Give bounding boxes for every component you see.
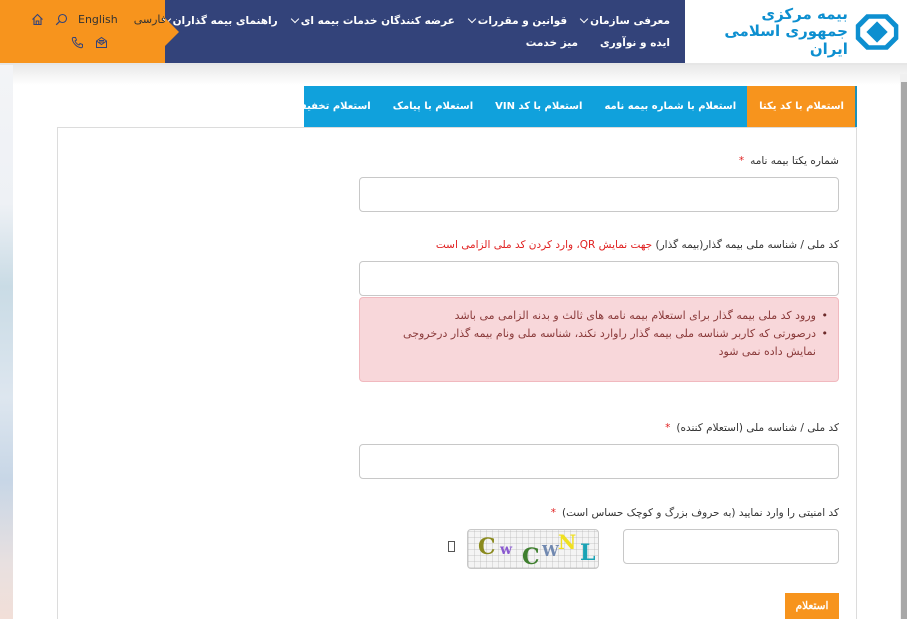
label-text: شماره یکتا بیمه نامه bbox=[750, 155, 839, 167]
page-scrollbar[interactable] bbox=[900, 74, 907, 619]
nav-label: راهنمای بیمه گذاران bbox=[172, 15, 278, 27]
captcha-char: C bbox=[478, 534, 496, 560]
chevron-down-icon bbox=[468, 15, 476, 23]
alert-item: • درصورتی که کاربر شناسه ملی بیمه گذار راوارد نکند، شناسه ملی ونام بیمه گذار درخروجی نمایش داده نمی شود bbox=[372, 325, 828, 361]
tab-policy-number[interactable]: استعلام با شماره بیمه نامه bbox=[604, 101, 737, 112]
nav-item-service-desk[interactable]: میز خدمت bbox=[525, 37, 579, 49]
label-text: کد امنیتی را وارد نمایید (به حروف بزرگ و کوچک حساس است) bbox=[562, 507, 839, 519]
captcha-char: L bbox=[580, 540, 596, 566]
required-mark: * bbox=[665, 422, 671, 434]
chevron-down-icon bbox=[580, 15, 588, 23]
unique-code-label bbox=[739, 155, 839, 167]
phone-icon[interactable] bbox=[70, 35, 84, 49]
insurer-national-id-label bbox=[436, 239, 839, 251]
background-image-strip bbox=[0, 65, 13, 619]
nav-item-about[interactable] bbox=[581, 15, 670, 27]
nav-label: معرفی سازمان bbox=[590, 15, 670, 27]
scrollbar-thumb[interactable] bbox=[901, 82, 907, 619]
nav-row-2 bbox=[240, 32, 670, 54]
captcha-char: W bbox=[542, 542, 559, 560]
logo-mark-icon bbox=[854, 8, 900, 56]
captcha-image bbox=[467, 529, 599, 569]
nav-item-innovation[interactable]: ایده و نوآوری bbox=[600, 37, 670, 49]
tab-unique-code[interactable]: استعلام با کد یکتا bbox=[747, 86, 856, 127]
captcha-char: C bbox=[522, 544, 540, 569]
lang-english-link[interactable]: English bbox=[78, 12, 118, 26]
tab-vin-code[interactable]: استعلام با کد VIN bbox=[495, 101, 583, 112]
inquiry-tabs bbox=[260, 86, 856, 127]
nav-label: قوانین و مقررات bbox=[477, 15, 568, 27]
captcha-label bbox=[551, 507, 839, 519]
captcha-char: N bbox=[558, 530, 577, 554]
required-mark: * bbox=[550, 507, 556, 519]
logo-text bbox=[700, 6, 848, 58]
site-header bbox=[0, 0, 907, 64]
tab-edge bbox=[855, 86, 857, 127]
topbar-links bbox=[30, 12, 166, 26]
required-mark: * bbox=[738, 155, 745, 167]
search-icon[interactable] bbox=[54, 12, 68, 26]
mail-icon[interactable] bbox=[94, 35, 108, 49]
info-alert bbox=[359, 297, 839, 382]
main-nav bbox=[172, 10, 670, 54]
nav-label: عرضه کنندگان خدمات بیمه ای bbox=[300, 15, 455, 27]
inquirer-national-id-label bbox=[665, 422, 839, 434]
label-text: کد ملی / شناسه ملی بیمه گذار(بیمه گذار) bbox=[655, 239, 839, 251]
qr-note: جهت نمایش QR، وارد کردن کد ملی الزامی است bbox=[435, 239, 653, 251]
content-shadow bbox=[0, 65, 907, 85]
captcha-char: w bbox=[500, 542, 513, 558]
nav-row-1 bbox=[172, 10, 670, 32]
topbar-arrow bbox=[165, 18, 179, 46]
topbar-orange bbox=[0, 0, 165, 64]
label-text: کد ملی / شناسه ملی (استعلام کننده) bbox=[676, 422, 839, 434]
alert-item: • ورود کد ملی بیمه گذار برای استعلام بیمه نامه های ثالث و بدنه الزامی می باشد bbox=[372, 307, 828, 325]
captcha-input[interactable] bbox=[623, 529, 839, 564]
submit-inquiry-button[interactable]: استعلام bbox=[785, 593, 839, 619]
nav-item-laws[interactable] bbox=[469, 15, 567, 27]
nav-item-providers[interactable] bbox=[292, 15, 455, 27]
lang-farsi-link[interactable]: فارسی bbox=[133, 12, 167, 26]
logo-line-2: جمهوری اسلامی ایران bbox=[724, 22, 848, 58]
unique-code-input[interactable] bbox=[359, 177, 839, 212]
insurer-national-id-input[interactable] bbox=[359, 261, 839, 296]
captcha-refresh-icon[interactable] bbox=[448, 541, 455, 552]
site-logo[interactable] bbox=[700, 5, 900, 58]
home-icon[interactable] bbox=[30, 12, 44, 26]
tab-sms[interactable]: استعلام با پیامک bbox=[392, 101, 474, 112]
logo-line-1: بیمه مرکزی bbox=[761, 5, 848, 24]
chevron-down-icon bbox=[290, 15, 298, 23]
inquirer-national-id-input[interactable] bbox=[359, 444, 839, 479]
topbar-contact bbox=[70, 35, 108, 49]
tab-third-party-discounts[interactable]: استعلام تخفیفات ثالث bbox=[260, 101, 371, 112]
nav-item-guide[interactable] bbox=[164, 15, 278, 27]
